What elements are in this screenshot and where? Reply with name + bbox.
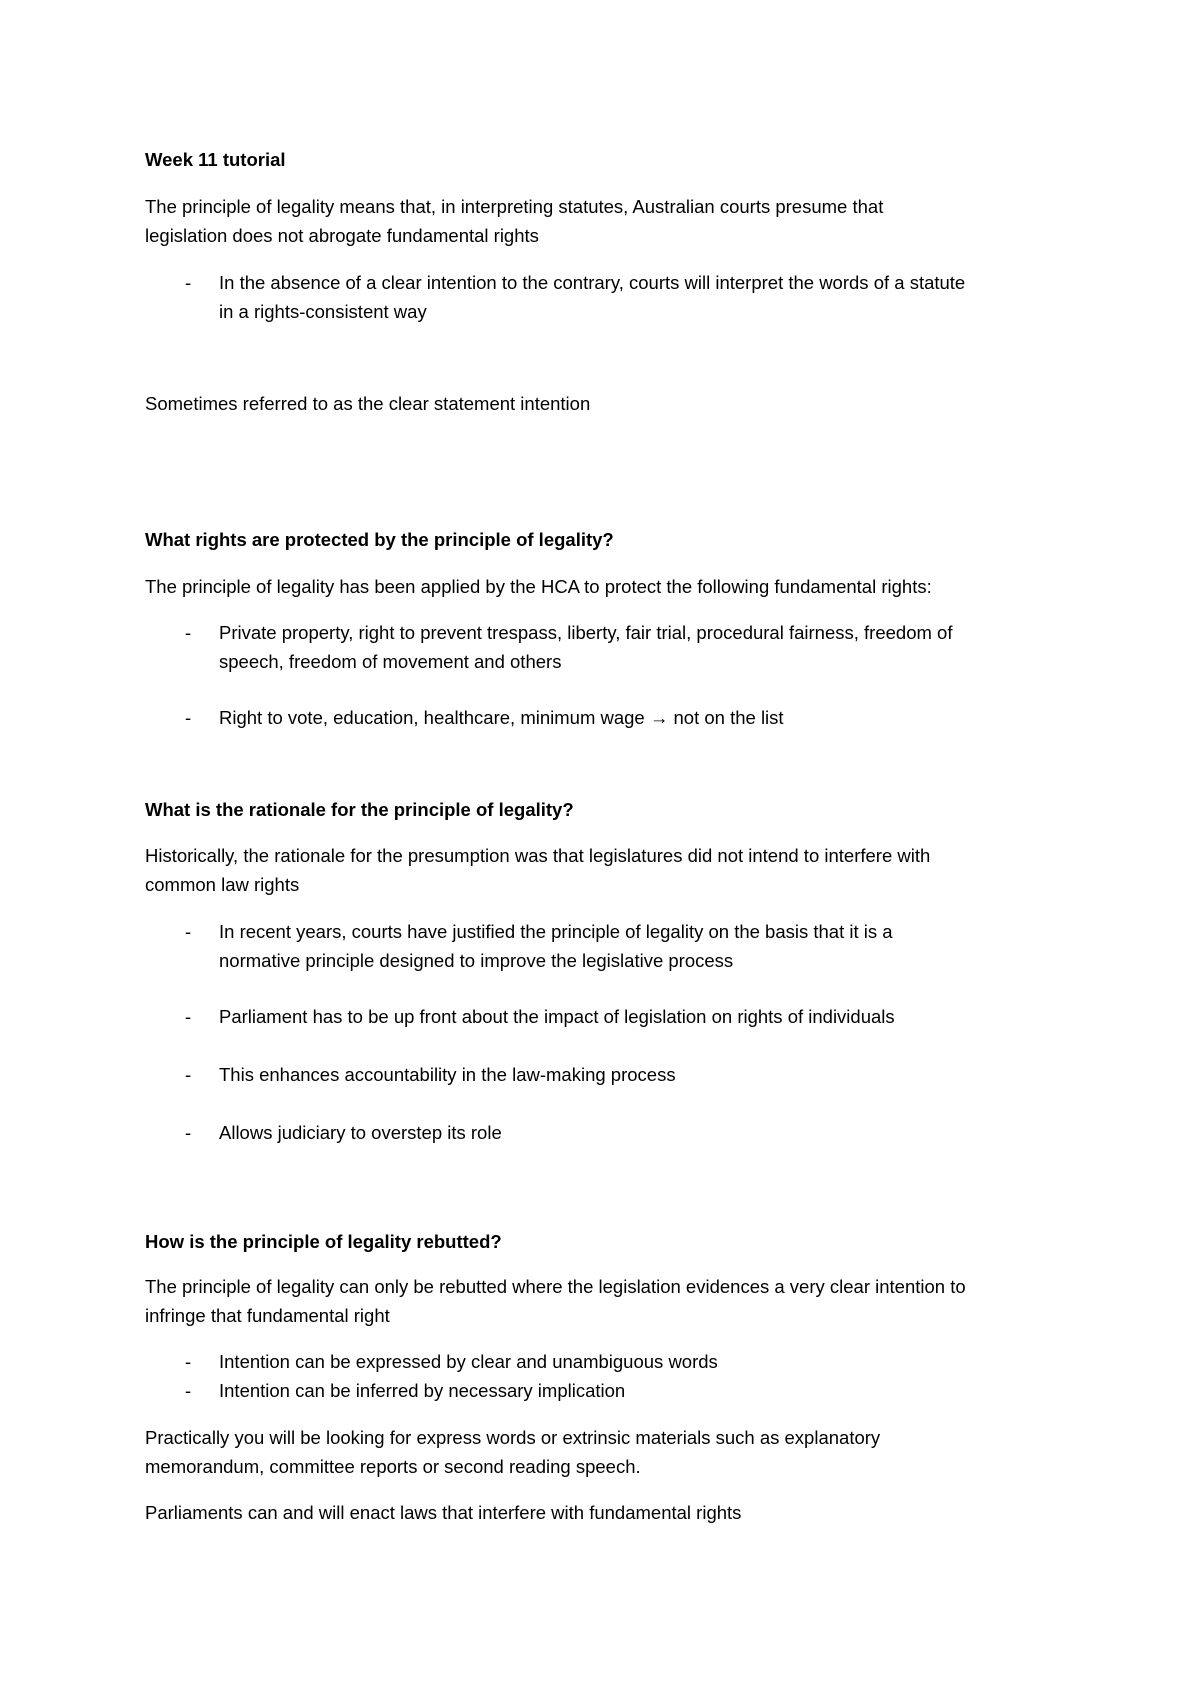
rationale-paragraph-line-1: Historically, the rationale for the presumption was that legislatures did not intend to interfere with xyxy=(145,845,931,866)
intro-paragraph-line-2: legislation does not abrogate fundamental rights xyxy=(145,225,539,246)
practically-paragraph-line-1: Practically you will be looking for express words or extrinsic materials such as explanatory xyxy=(145,1427,881,1448)
rebutted-paragraph-line-2: infringe that fundamental right xyxy=(145,1305,390,1326)
rationale-bullet-2-text: Parliament has to be up front about the impact of legislation on rights of individuals xyxy=(219,1006,895,1027)
bullet-dash: - xyxy=(185,1122,192,1143)
rationale-bullet-3-text: This enhances accountability in the law-making process xyxy=(219,1064,676,1085)
bullet-dash: - xyxy=(185,1351,192,1372)
rights-bullet-1-line-1: Private property, right to prevent trespass, liberty, fair trial, procedural fairness, freedom of xyxy=(219,622,953,643)
intro-bullet-line-2: in a rights-consistent way xyxy=(219,301,427,322)
rationale-bullet-1-line-2: normative principle designed to improve the legislative process xyxy=(219,950,734,971)
rationale-bullet-4-text: Allows judiciary to overstep its role xyxy=(219,1122,502,1143)
rebutted-bullet-2-text: Intention can be inferred by necessary implication xyxy=(219,1380,626,1401)
intro-bullet-line-1: In the absence of a clear intention to the contrary, courts will interpret the words of a statute xyxy=(219,272,966,293)
bullet-dash: - xyxy=(185,1006,192,1027)
rights-bullet-1-line-2: speech, freedom of movement and others xyxy=(219,651,562,672)
rights-heading: What rights are protected by the principle of legality? xyxy=(145,529,614,550)
bullet-dash: - xyxy=(185,1064,192,1085)
rebutted-bullet-1-text: Intention can be expressed by clear and unambiguous words xyxy=(219,1351,718,1372)
bullet-dash: - xyxy=(185,272,192,293)
page-title: Week 11 tutorial xyxy=(145,149,286,170)
rebutted-paragraph-line-1: The principle of legality can only be rebutted where the legislation evidences a very clear intention to xyxy=(145,1276,966,1297)
rationale-bullet-1-line-1: In recent years, courts have justified the principle of legality on the basis that it is a xyxy=(219,921,893,942)
rights-paragraph: The principle of legality has been applied by the HCA to protect the following fundamental rights: xyxy=(145,576,932,597)
rationale-paragraph-line-2: common law rights xyxy=(145,874,300,895)
bullet-dash: - xyxy=(185,921,192,942)
rebutted-heading: How is the principle of legality rebutted? xyxy=(145,1231,502,1252)
clear-statement-paragraph: Sometimes referred to as the clear statement intention xyxy=(145,393,591,414)
intro-paragraph-line-1: The principle of legality means that, in interpreting statutes, Australian courts presume that xyxy=(145,196,884,217)
closing-paragraph: Parliaments can and will enact laws that interfere with fundamental rights xyxy=(145,1502,742,1523)
practically-paragraph-line-2: memorandum, committee reports or second reading speech. xyxy=(145,1456,641,1477)
bullet-dash: - xyxy=(185,1380,192,1401)
rights-bullet-2-text: Right to vote, education, healthcare, minimum wage → not on the list xyxy=(219,707,784,728)
rationale-heading: What is the rationale for the principle of legality? xyxy=(145,799,574,820)
bullet-dash: - xyxy=(185,622,192,643)
bullet-dash: - xyxy=(185,707,192,728)
